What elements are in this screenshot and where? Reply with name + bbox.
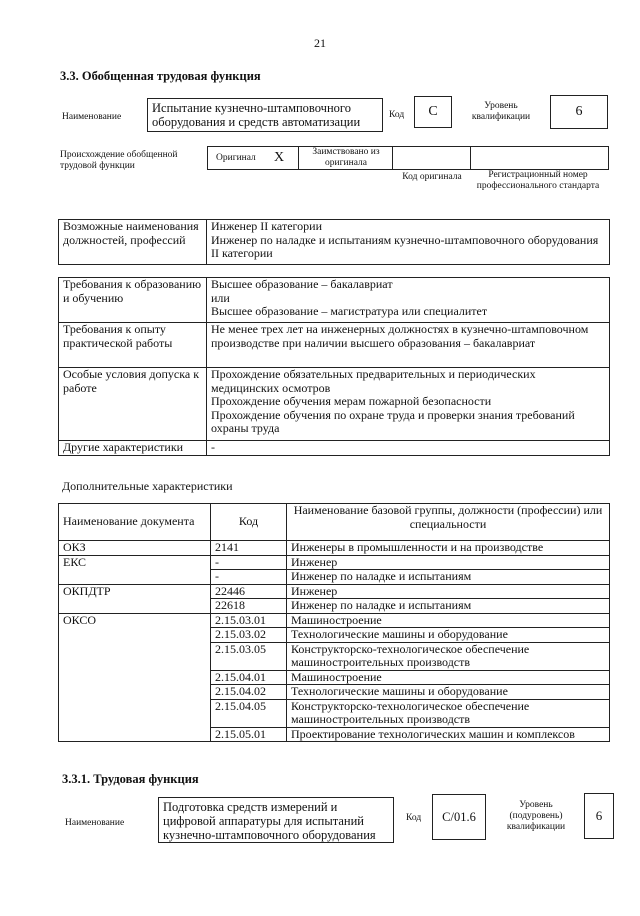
table-row: 2.15.04.02 Технологические машины и оборудование [59, 685, 610, 700]
table-row: ОКЗ 2141 Инженеры в промышленности и на производстве [59, 541, 610, 556]
sub-function-name-box: Подготовка средств измерений и цифровой аппаратуры для испытаний кузнечно-штамповочного оборудования [158, 797, 394, 843]
additional-title: Дополнительные характеристики [62, 479, 233, 493]
table-row: - Инженер по наладке и испытаниям [59, 570, 610, 585]
header-code: Код [211, 504, 287, 541]
additional-table [58, 503, 610, 742]
req-label: Требования к образованию и обучению [59, 278, 207, 323]
function-name-box: Испытание кузнечно-штамповочного оборудования и средств автоматизации [147, 98, 383, 132]
original-mark: X [274, 150, 285, 165]
sub-level-box: 6 [584, 793, 614, 839]
level-box: 6 [550, 95, 608, 129]
code-label: Код [389, 110, 405, 120]
original-label: Оригинал [216, 153, 256, 163]
reg-label: Регистрационный номер профессионального стандарта [476, 170, 600, 191]
table-row: ЕКС - Инженер [59, 555, 610, 570]
table-row: ОКСО 2.15.03.01 Машиностроение [59, 613, 610, 628]
req-value: Прохождение обучения мерам пожарной безопасности [211, 394, 492, 408]
req-value: Высшее образование – бакалавриат [211, 277, 393, 291]
table-row: 2.15.04.05 Конструкторско-технологическое обеспечение машиностроительных производств [59, 699, 610, 727]
subsection-title: 3.3.1. Трудовая функция [62, 772, 199, 786]
req-value: или [211, 290, 230, 305]
req-value: Не менее трех лет на инженерных должностях в кузнечно-штамповочном производстве при наличии высшего образования – бакалавриат [211, 322, 589, 350]
origin-box [207, 146, 609, 170]
table-row: 2.15.04.01 Машиностроение [59, 670, 610, 685]
table-row: ОКПДТР 22446 Инженер [59, 584, 610, 599]
req-label: Требования к опыту практической работы [59, 323, 207, 368]
req-label: Другие характеристики [59, 441, 207, 456]
page-number: 21 [314, 36, 326, 50]
section-title: 3.3. Обобщенная трудовая функция [60, 69, 261, 83]
code-box: C [414, 96, 452, 128]
req-value: Прохождение обучения по охране труда и проверки знания требований охраны труда [211, 407, 575, 435]
sub-code-label: Код [406, 813, 422, 823]
sub-code-box: C/01.6 [432, 794, 486, 840]
sub-level-label: Уровень (подуровень) квалификации [506, 800, 566, 832]
origin-label: Происхождение обобщенной трудовой функции [60, 150, 178, 171]
req-value: - [211, 440, 215, 454]
borrowed-label: Заимствовано из оригинала [312, 147, 380, 168]
table-row: 2.15.03.05 Конструкторско-технологическое обеспечение машиностроительных производств [59, 642, 610, 670]
position-value: Инженер II категории [211, 219, 322, 233]
position-value: Инженер по наладке и испытаниям кузнечно-штамповочного оборудования II категории [211, 232, 599, 260]
req-label: Особые условия допуска к работе [59, 368, 207, 441]
requirements-table [58, 277, 610, 456]
positions-label: Возможные наименования должностей, профессий [59, 220, 207, 265]
name-label: Наименование [62, 112, 122, 122]
header-doc: Наименование документа [59, 504, 211, 541]
table-row: 2.15.05.01 Проектирование технологических машин и комплексов [59, 727, 610, 742]
req-value: Высшее образование – магистратура или специалитет [211, 304, 488, 318]
positions-table [58, 219, 610, 265]
level-label: Уровень квалификации [471, 101, 531, 122]
req-value: Прохождение обязательных предварительных и периодических медицинских осмотров [211, 367, 536, 395]
code-orig-label: Код оригинала [402, 172, 462, 182]
table-row: 22618 Инженер по наладке и испытаниям [59, 599, 610, 614]
sub-name-label: Наименование [65, 818, 125, 828]
table-row: 2.15.03.02 Технологические машины и оборудование [59, 628, 610, 643]
header-name: Наименование базовой группы, должности (профессии) или специальности [287, 504, 610, 541]
